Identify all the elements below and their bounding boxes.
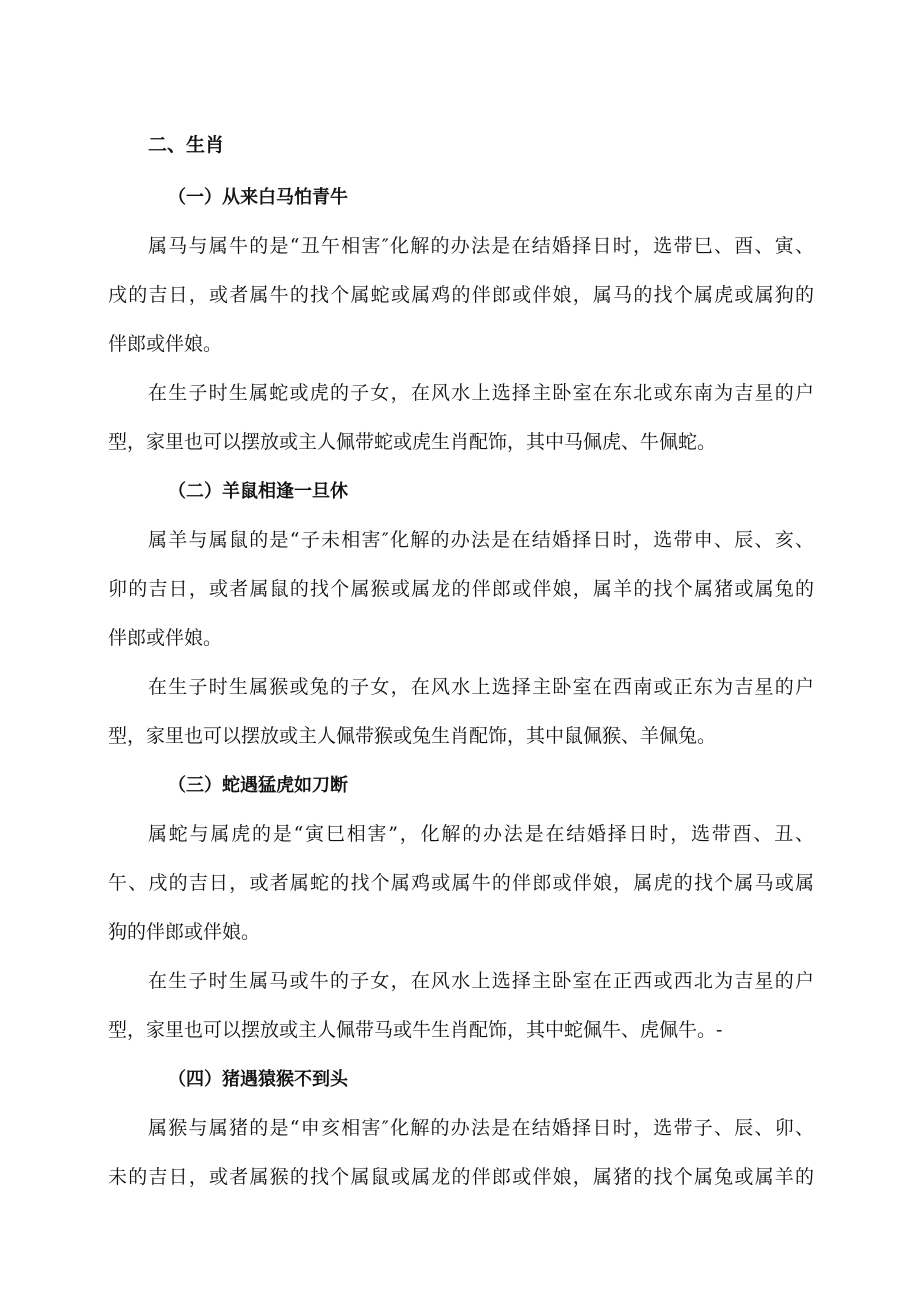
paragraph	[108, 957, 814, 1055]
document-body	[108, 121, 814, 1202]
paragraph-line: 属马与属牛的是“丑午相害″化解的办法是在结婚择日时，选带巳、酉、寅、	[148, 235, 814, 257]
subsection-heading-4: （四）猪遇猿猴不到头	[168, 1069, 348, 1090]
paragraph	[108, 516, 814, 663]
subsection-heading-1: （一）从来白马怕青牛	[168, 187, 348, 208]
paragraph-line: 型，家里也可以摆放或主人佩带马或牛生肖配饰，其中蛇佩牛、虎佩牛。-	[108, 1019, 723, 1041]
paragraph-line: 伴郎或伴娘。	[108, 333, 223, 355]
subsection-heading-3: （三）蛇遇猛虎如刀断	[168, 775, 348, 796]
paragraph-line: 型，家里也可以摆放或主人佩带蛇或虎生肖配饰，其中马佩虎、牛佩蛇。	[108, 431, 717, 453]
paragraph-line: 戌的吉日，或者属牛的找个属蛇或属鸡的伴郎或伴娘，属马的找个属虎或属狗的	[108, 284, 814, 306]
paragraph-line: 狗的伴郎或伴娘。	[108, 921, 261, 943]
paragraph	[108, 810, 814, 957]
paragraph-line: 属猴与属猪的是“申亥相害″化解的办法是在结婚择日时，选带子、辰、卯、	[148, 1117, 814, 1139]
paragraph-line: 在生子时生属马或牛的子女，在风水上选择主卧室在正西或西北为吉星的户	[148, 970, 814, 992]
paragraph-line: 属蛇与属虎的是“寅巳相害”，化解的办法是在结婚择日时，选带酉、丑、	[148, 823, 814, 845]
paragraph-line: 伴郎或伴娘。	[108, 627, 223, 649]
section-title: 二、生肖	[148, 134, 225, 156]
paragraph	[108, 222, 814, 369]
paragraph	[108, 663, 814, 761]
paragraph-line: 型，家里也可以摆放或主人佩带猴或兔生肖配饰，其中鼠佩猴、羊佩兔。	[108, 725, 717, 747]
paragraph-line: 在生子时生属猴或兔的子女，在风水上选择主卧室在西南或正东为吉星的户	[148, 676, 814, 698]
paragraph	[108, 1104, 814, 1202]
paragraph-line: 卯的吉日，或者属鼠的找个属猴或属龙的伴郎或伴娘，属羊的找个属猪或属兔的	[108, 578, 814, 600]
paragraph-line: 在生子时生属蛇或虎的子女，在风水上选择主卧室在东北或东南为吉星的户	[148, 382, 814, 404]
paragraph-line: 属羊与属鼠的是“子未相害″化解的办法是在结婚择日时，选带申、辰、亥、	[148, 529, 814, 551]
paragraph-line: 午、戌的吉日，或者属蛇的找个属鸡或属牛的伴郎或伴娘，属虎的找个属马或属	[108, 872, 814, 894]
subsection-heading-2: （二）羊鼠相逢一旦休	[168, 481, 348, 502]
paragraph-line: 未的吉日，或者属猴的找个属鼠或属龙的伴郎或伴娘，属猪的找个属兔或属羊的	[108, 1166, 814, 1188]
paragraph	[108, 369, 814, 467]
